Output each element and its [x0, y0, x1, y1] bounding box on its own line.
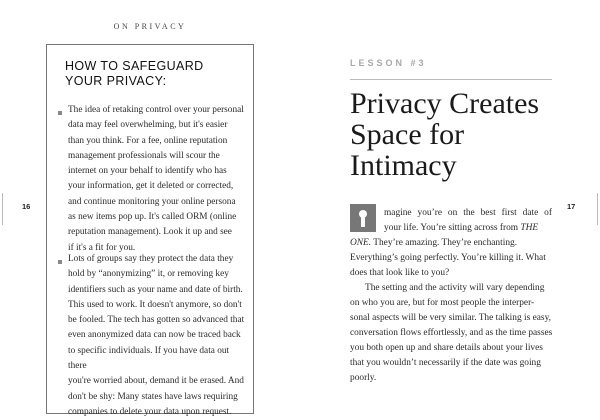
text-line: as new items pop up. It's called ORM (online: [68, 212, 237, 223]
sidebar-tip-orm: [68, 103, 246, 256]
title-line: Privacy Creates: [350, 87, 540, 120]
body-line: magine you’re on the best first date of: [384, 208, 552, 218]
body-line: The setting and the activity will vary depending: [365, 283, 545, 293]
text-line: Lots of groups say they protect the data they: [68, 254, 234, 264]
text-line: reputation management). Look it up and see: [68, 227, 232, 238]
text-line: don't be shy: Many states have laws requiring: [68, 391, 238, 402]
text-line: if it's a fit for you.: [68, 242, 136, 253]
text-line: you're worried about, demand it be erased. And: [68, 376, 244, 387]
body-line: poorly.: [350, 373, 377, 383]
text-line: to specific individuals. If you have data out there: [68, 345, 230, 372]
text-line: and continue monitoring your online persona: [68, 196, 236, 207]
dropcap-i-icon: [350, 204, 376, 232]
chapter-title: [350, 88, 560, 181]
sidebar-title: [65, 59, 245, 89]
text-line: identifiers such as your name and date of birth.: [68, 284, 243, 295]
running-head: ON PRIVACY: [113, 22, 187, 31]
text-line: This used to work. It doesn't anymore, so don't: [68, 299, 242, 310]
sidebar-tip-anonymized-data: [68, 252, 246, 420]
body-line: sonal aspects will be very similar. The talking is easy,: [350, 313, 551, 323]
emphasis-text: ONE.: [350, 238, 372, 248]
page-number-left: 16: [22, 202, 31, 211]
body-line: you both open up and share details about your lives: [350, 343, 543, 353]
text-line: data may feel overwhelming, but it's easier: [68, 120, 228, 131]
text-line: hold by “anonymizing” it, or removing key: [68, 269, 229, 280]
body-line: Everything’s going perfectly. You’re killing it. What: [350, 253, 546, 263]
body-line: does that look like to you?: [350, 268, 450, 278]
text-line: companies to delete your data upon request.: [68, 406, 232, 417]
body-line: [384, 221, 538, 236]
body-line: on who you are, but for most people the interper-: [350, 298, 535, 308]
page-number-right: 17: [567, 202, 576, 211]
emphasis-text: THE: [520, 223, 539, 233]
text-line: even anonymized data can now be traced back: [68, 330, 241, 341]
square-bullet-icon: [58, 111, 62, 115]
body-text: your life. You’re sitting across from: [384, 223, 521, 233]
body-line: conversation flows effortlessly, and as the time passes: [350, 328, 553, 338]
text-line: management professionals will scour the: [68, 150, 220, 161]
divider: [350, 79, 552, 80]
text-line: than you think. For a fee, online reputation: [68, 135, 228, 146]
body-line: that you wouldn’t necessarily if the date was going: [350, 358, 541, 368]
privacy-tips-sidebar: [46, 44, 254, 417]
body-text: They’re amazing. They’re enchanting.: [371, 238, 518, 248]
sidebar-title-line: HOW TO SAFEGUARD: [65, 59, 204, 73]
square-bullet-icon: [58, 260, 62, 264]
page-edge-right: [597, 193, 598, 225]
body-line: [350, 236, 517, 251]
text-line: your information, get it deleted or corrected,: [68, 181, 234, 192]
lesson-label: LESSON #3: [350, 58, 427, 68]
text-line: The idea of retaking control over your personal: [68, 105, 244, 115]
sidebar-title-line: YOUR PRIVACY:: [65, 74, 167, 88]
page-edge-left: [2, 193, 3, 225]
title-line: Space for: [350, 118, 465, 151]
text-line: be fooled. The tech has gotten so advanced that: [68, 315, 245, 326]
text-line: internet on your behalf to identify who has: [68, 166, 227, 177]
title-line: Intimacy: [350, 149, 457, 182]
